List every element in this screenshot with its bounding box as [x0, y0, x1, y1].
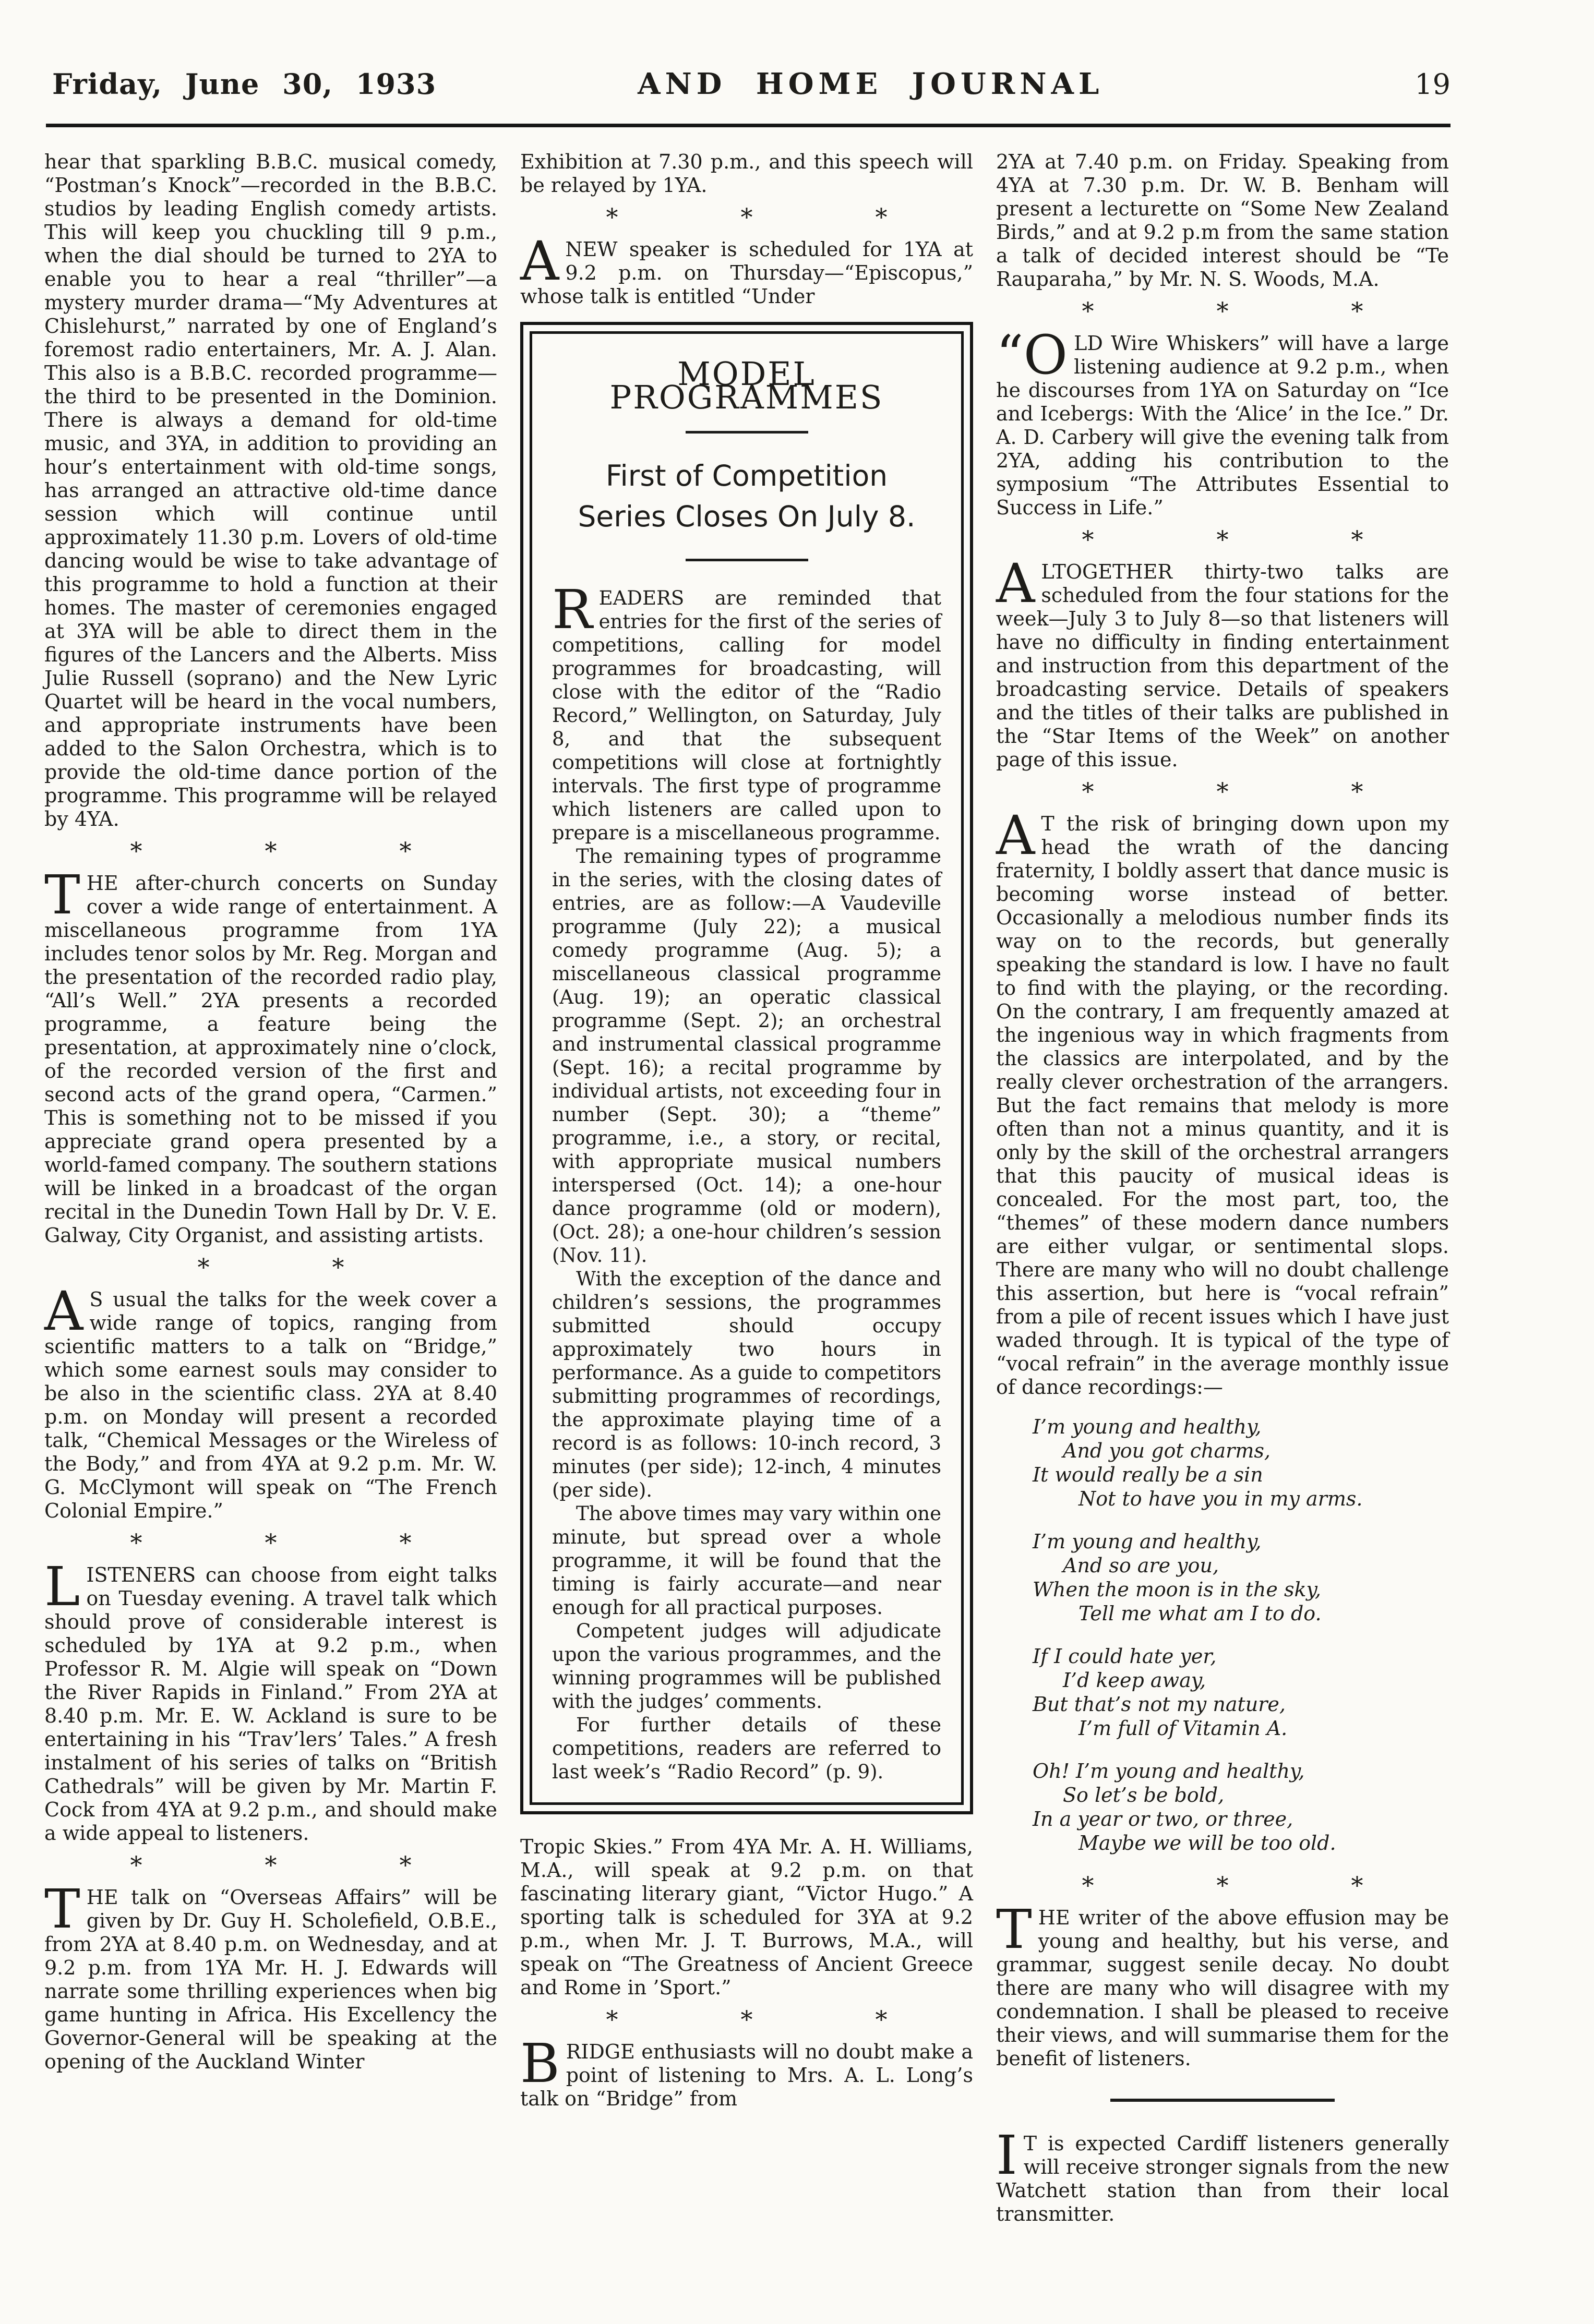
paragraph-text: The above times may vary within one minute, but spread over a whole programme, it will be found that the timing is fairly accurate—and near enough for all practical purposes. [552, 1502, 941, 1619]
drop-cap: L [44, 1556, 80, 1618]
drop-cap: I [996, 2124, 1017, 2187]
asterisk-glyph: * [875, 203, 888, 231]
verse-line: Tell me what am I to do. [1078, 1602, 1322, 1625]
verse-stanza [1033, 1530, 1449, 1625]
drop-cap: T [996, 1898, 1032, 1961]
paragraph [996, 804, 1449, 1399]
paragraph [44, 864, 497, 1247]
asterisk-glyph: * [265, 1851, 277, 1879]
asterisk-glyph: * [1351, 777, 1363, 805]
asterisk-glyph: * [1216, 297, 1229, 325]
asterisk-glyph: * [606, 2005, 618, 2033]
asterisk-glyph: * [740, 203, 753, 231]
box-subtitle-rule [686, 559, 808, 561]
column-middle [520, 150, 973, 2226]
paragraph [552, 1713, 941, 1784]
verse-line: I’m full of Vitamin A. [1078, 1717, 1288, 1740]
paragraph-text: For further details of these competitions, readers are referred to last week’s “Radio Record” (p. 9). [552, 1714, 941, 1783]
column-left-body [44, 150, 497, 2074]
paragraph-text: With the exception of the dance and children’s sessions, the programmes submitted should occupy approximately two hours in performance. As a guide to competitors submitting programmes of recordings, the approximate playing time of a record is as follows: 10-inch record, 3 minutes (per side); 12-inch, 4 minutes (per side). [552, 1268, 941, 1501]
asterisk-glyph: * [740, 2005, 753, 2033]
stars-separator [44, 1253, 497, 1281]
verse-line: I’d keep away, [1063, 1669, 1206, 1692]
paragraph-text: LD Wire Whiskers” will have a large listening audience at 9.2 p.m., when he discourses from 1YA on Saturday on “Ice and Icebergs: With the ‘Alice’ in the Ice.” Dr. A. D. Carbery will give the evening talk from 2YA, adding his contribution to the symposium “The Attributes Essential to Success in Life.” [996, 332, 1449, 519]
stars-separator [996, 297, 1449, 325]
asterisk-glyph: * [399, 837, 412, 865]
paragraph [996, 324, 1449, 520]
verse-line: And so are you, [1063, 1554, 1219, 1577]
verse-line: Oh! I’m young and healthy, [1033, 1760, 1305, 1783]
drop-cap: T [44, 864, 80, 926]
asterisk-glyph: * [1082, 1871, 1094, 1899]
verse-line: If I could hate yer, [1033, 1645, 1217, 1668]
column-middle-top [520, 150, 973, 308]
asterisk-glyph: * [130, 1528, 142, 1557]
verse-line: In a year or two, or three, [1033, 1808, 1293, 1831]
asterisk-glyph: * [265, 837, 277, 865]
verse-line: Maybe we will be too old. [1078, 1832, 1336, 1855]
paragraph [552, 845, 941, 1267]
stars-separator [44, 837, 497, 865]
box-body [552, 579, 941, 1784]
paragraph [552, 1267, 941, 1502]
article-columns [44, 150, 1449, 2226]
asterisk-glyph: * [1216, 777, 1229, 805]
journal-title: AND HOME JOURNAL [638, 67, 1104, 101]
verse-line: And you got charms, [1063, 1439, 1271, 1462]
verse-line: I’m young and healthy, [1033, 1530, 1262, 1553]
drop-cap: R [552, 579, 593, 641]
paragraph [996, 1898, 1449, 2070]
box-subtitle: First of Competition Series Closes On July 8. [578, 459, 916, 533]
asterisk-glyph: * [197, 1253, 210, 1281]
paragraph [44, 1280, 497, 1523]
paragraph-text: hear that sparkling B.B.C. musical comedy, “Postman’s Knock”—recorded in the B.B.C. studios by leading English comedy artists. This will keep you chuckling till 9 p.m., when the dial should be turned to 2YA to enable you to hear a real “thriller”—a mystery murder drama—“My Adventures at Chislehurst,” narrated by one of England’s foremost radio entertainers, Mr. A. J. Alan. This also is a B.B.C. recorded programme—the third to be presented in the Dominion. There is always a demand for old-time music, and 3YA, in addition to providing an hour’s entertainment with old-time songs, has arranged an attractive old-time dance session which will continue until approximately 11.30 p.m. Lovers of old-time dancing would be wise to take advantage of this programme to hold a function at their homes. The master of ceremonies engaged at 3YA will be able to direct them in the figures of the Lancers and the Alberts. Miss Julie Russell (soprano) and the New Lyric Quartet will be heard in the vocal numbers, and appropriate instruments have been added to the Salon Orchestra, which is to provide the old-time dance portion of the programme. This programme will be relayed by 4YA. [44, 150, 497, 830]
asterisk-glyph: * [1351, 297, 1363, 325]
asterisk-glyph: * [875, 2005, 888, 2033]
paragraph-text: EADERS are reminded that entries for the first of the series of competitions, calling for model programmes for broadcasting, will close with the editor of the “Radio Record,” Wellington, on Saturday, July 8, and that the subsequent competitions will close at fortnightly intervals. The first type of programme which listeners are called upon to prepare is a miscellaneous programme. [552, 587, 941, 844]
asterisk-glyph: * [1082, 525, 1094, 553]
verse-line: But that’s not my nature, [1033, 1693, 1286, 1716]
separator-rule [1110, 2099, 1335, 2102]
paragraph [44, 1878, 497, 2074]
verse-stanza [1033, 1415, 1449, 1511]
verse-line: When the moon is in the sky, [1033, 1578, 1322, 1601]
verse-line: Not to have you in my arms. [1078, 1487, 1363, 1510]
drop-cap: T [44, 1878, 80, 1941]
header-date: Friday, June 30, 1933 [52, 67, 437, 101]
page-header [52, 67, 1451, 101]
column-right-body [996, 150, 1449, 2226]
paragraph-text: Exhibition at 7.30 p.m., and this speech will be relayed by 1YA. [520, 150, 973, 197]
stars-separator [44, 1528, 497, 1557]
drop-cap: A [996, 552, 1035, 615]
asterisk-glyph: * [130, 837, 142, 865]
paragraph [552, 579, 941, 845]
paragraph-text: RIDGE enthusiasts will no doubt make a point of listening to Mrs. A. L. Long’s talk on “Bridge” from [520, 2040, 973, 2110]
asterisk-glyph: * [1082, 777, 1094, 805]
paragraph [520, 150, 973, 197]
paragraph-text: HE writer of the above effusion may be young and healthy, but his verse, and grammar, suggest senile decay. No doubt there are many who will disagree with my condemnation. I shall be pleased to receive their views, and will summarise them for the benefit of listeners. [996, 1906, 1449, 2070]
drop-cap: A [996, 804, 1035, 867]
model-programmes-box-inner [530, 331, 964, 1805]
box-title-rule [686, 431, 808, 434]
paragraph-text: T is expected Cardiff listeners generally will receive stronger signals from the new Watchett station than from their local transmitter. [996, 2132, 1449, 2225]
column-left [44, 150, 497, 2226]
paragraph-text: HE after-church concerts on Sunday cover a wide range of entertainment. A miscellaneous programme from 1YA includes tenor solos by Mr. Reg. Morgan and the presentation of the recorded radio play, “All’s Well.” 2YA presents a recorded programme, a feature being the presentation, at approximately nine o’clock, of the recorded version of the first and second acts of the grand opera, “Carmen.” This is something not to be missed if you appreciate grand opera presented by a world-famed company. The southern stations will be linked in a broadcast of the organ recital in the Dunedin Town Hall by Dr. V. E. Galway, City Organist, and assisting artists. [44, 872, 497, 1247]
verse [1033, 1415, 1449, 1855]
verse-stanza [1033, 1644, 1449, 1740]
column-middle-bottom [520, 1835, 973, 2111]
paragraph-text: T the risk of bringing down upon my head the wrath of the dancing fraternity, I boldly assert that dance music is becoming worse instead of better. Occasionally a melodious number finds its way on to the records, but generally speaking the standard is low. I have no fault to find with the playing, or the recording. On the contrary, I am frequently amazed at the ingenious way in which fragments from the classics are interpolated, and by the really clever orchestration of the arrangers. But the fact remains that melody is more often than not a minus quantity, and it is only by the skill of the orchestral arrangers that this paucity of musical ideas is concealed. For the most part, too, the “themes” of these modern dance numbers are either vulgar, or sentimental slops. There are many who will no doubt challenge this assertion, but here is “vocal refrain” from a pile of recent issues which I have just waded through. It is typical of the type of “vocal refrain” in the average monthly issue of dance recordings:— [996, 812, 1449, 1399]
stars-separator [520, 2005, 973, 2033]
asterisk-glyph: * [1351, 1871, 1363, 1899]
asterisk-glyph: * [130, 1851, 142, 1879]
paragraph-text: 2YA at 7.40 p.m. on Friday. Speaking from 4YA at 7.30 p.m. Dr. W. B. Benham will present a lecturette on “Some New Zealand Birds,” and at 9.2 p.m from the same station a talk of decided interest should be “Te Rauparaha,” by Mr. N. S. Woods, M.A. [996, 150, 1449, 291]
paragraph [996, 150, 1449, 291]
paragraph [44, 150, 497, 831]
paragraph [552, 1619, 941, 1713]
paragraph-text: ISTENERS can choose from eight talks on Tuesday evening. A travel talk which should prove of considerable interest is scheduled by 1YA at 9.2 p.m., when Professor R. M. Algie will speak on “Down the River Rapids in Finland.” From 2YA at 8.40 p.m. Mr. E. W. Ackland is sure to be entertaining in his “Trav’lers’ Tales.” A fresh instalment of his series of talks on “British Cathedrals” will be given by Mr. Martin F. Cock from 4YA at 9.2 p.m., and should make a wide appeal to listeners. [44, 1563, 497, 1845]
asterisk-glyph: * [606, 203, 618, 231]
column-right [996, 150, 1449, 2226]
paragraph-text: The remaining types of programme in the series, with the closing dates of entries, are as follow:—A Vaudeville programme (July 22); a musical comedy programme (Aug. 5); a miscellaneous classical programme (Aug. 19); an operatic classical programme (Sept. 2); an orchestral and instrumental classical programme (Sept. 16); a recital programme by individual artists, not exceeding four in number (Sept. 30); a “theme” programme, i.e., a story, or recital, with appropriate musical numbers interspersed (Oct. 14); a one-hour dance programme (old or modern), (Oct. 28); a one-hour children’s session (Nov. 11). [552, 845, 941, 1267]
verse-line: I’m young and healthy, [1033, 1415, 1262, 1438]
asterisk-glyph: * [332, 1253, 344, 1281]
header-divider-rule [46, 124, 1451, 127]
asterisk-glyph: * [399, 1528, 412, 1557]
asterisk-glyph: * [1082, 297, 1094, 325]
stars-separator [996, 1871, 1449, 1899]
drop-cap: “O [996, 324, 1068, 387]
paragraph-text: HE talk on “Overseas Affairs” will be given by Dr. Guy H. Scholefield, O.B.E., from 2YA at 8.40 p.m. on Wednesday, and at 9.2 p.m. from 1YA Mr. H. J. Edwards will narrate some thrilling experiences when big game hunting in Africa. His Excellency the Governor-General will be speaking at the opening of the Auckland Winter [44, 1886, 497, 2073]
verse-line: So let’s be bold, [1063, 1784, 1225, 1807]
stars-separator [996, 525, 1449, 553]
paragraph [996, 552, 1449, 772]
box-title: MODEL PROGRAMMES [609, 355, 884, 416]
paragraph [552, 1502, 941, 1619]
drop-cap: A [44, 1280, 83, 1343]
paragraph [996, 2124, 1449, 2226]
asterisk-glyph: * [1216, 1871, 1229, 1899]
stars-separator [44, 1851, 497, 1879]
asterisk-glyph: * [265, 1528, 277, 1557]
stars-separator [996, 777, 1449, 805]
paragraph-text: S usual the talks for the week cover a wide range of topics, ranging from scientific matters to a talk on “Bridge,” which some earnest souls may consider to be also in the scientific class. 2YA at 8.40 p.m. on Monday will present a recorded talk, “Chemical Messages or the Wireless of the Body,” and from 4YA at 9.2 p.m. Mr. W. G. McClymont will speak on “The French Colonial Empire.” [44, 1288, 497, 1522]
paragraph [520, 230, 973, 308]
paragraph-text: NEW speaker is scheduled for 1YA at 9.2 p.m. on Thursday—“Episcopus,” whose talk is entitled “Under [520, 238, 973, 308]
drop-cap: B [520, 2032, 560, 2095]
stars-separator [520, 203, 973, 231]
drop-cap: A [520, 230, 559, 293]
paragraph-text: LTOGETHER thirty-two talks are scheduled from the four stations for the week—July 3 to July 8—so that listeners will have no difficulty in finding entertainment and instruction from this department of the broadcasting service. Details of speakers and the titles of their talks are published in the “Star Items of the Week” on another page of this issue. [996, 560, 1449, 771]
paragraph [44, 1556, 497, 1845]
model-programmes-box [520, 322, 973, 1814]
asterisk-glyph: * [399, 1851, 412, 1879]
paragraph [520, 2032, 973, 2111]
verse-line: It would really be a sin [1033, 1463, 1263, 1486]
asterisk-glyph: * [1216, 525, 1229, 553]
asterisk-glyph: * [1351, 525, 1363, 553]
paragraph-text: Competent judges will adjudicate upon the various programmes, and the winning programmes will be published with the judges’ comments. [552, 1620, 941, 1713]
verse-stanza [1033, 1759, 1449, 1855]
paragraph-text: Tropic Skies.” From 4YA Mr. A. H. Williams, M.A., will speak at 9.2 p.m. on that fascinating literary giant, “Victor Hugo.” A sporting talk is scheduled for 3YA at 9.2 p.m., when Mr. J. T. Burrows, M.A., will speak on “The Greatness of Ancient Greece and Rome in ’Sport.” [520, 1835, 973, 1999]
page-number: 19 [1415, 68, 1451, 101]
paragraph [520, 1835, 973, 2000]
